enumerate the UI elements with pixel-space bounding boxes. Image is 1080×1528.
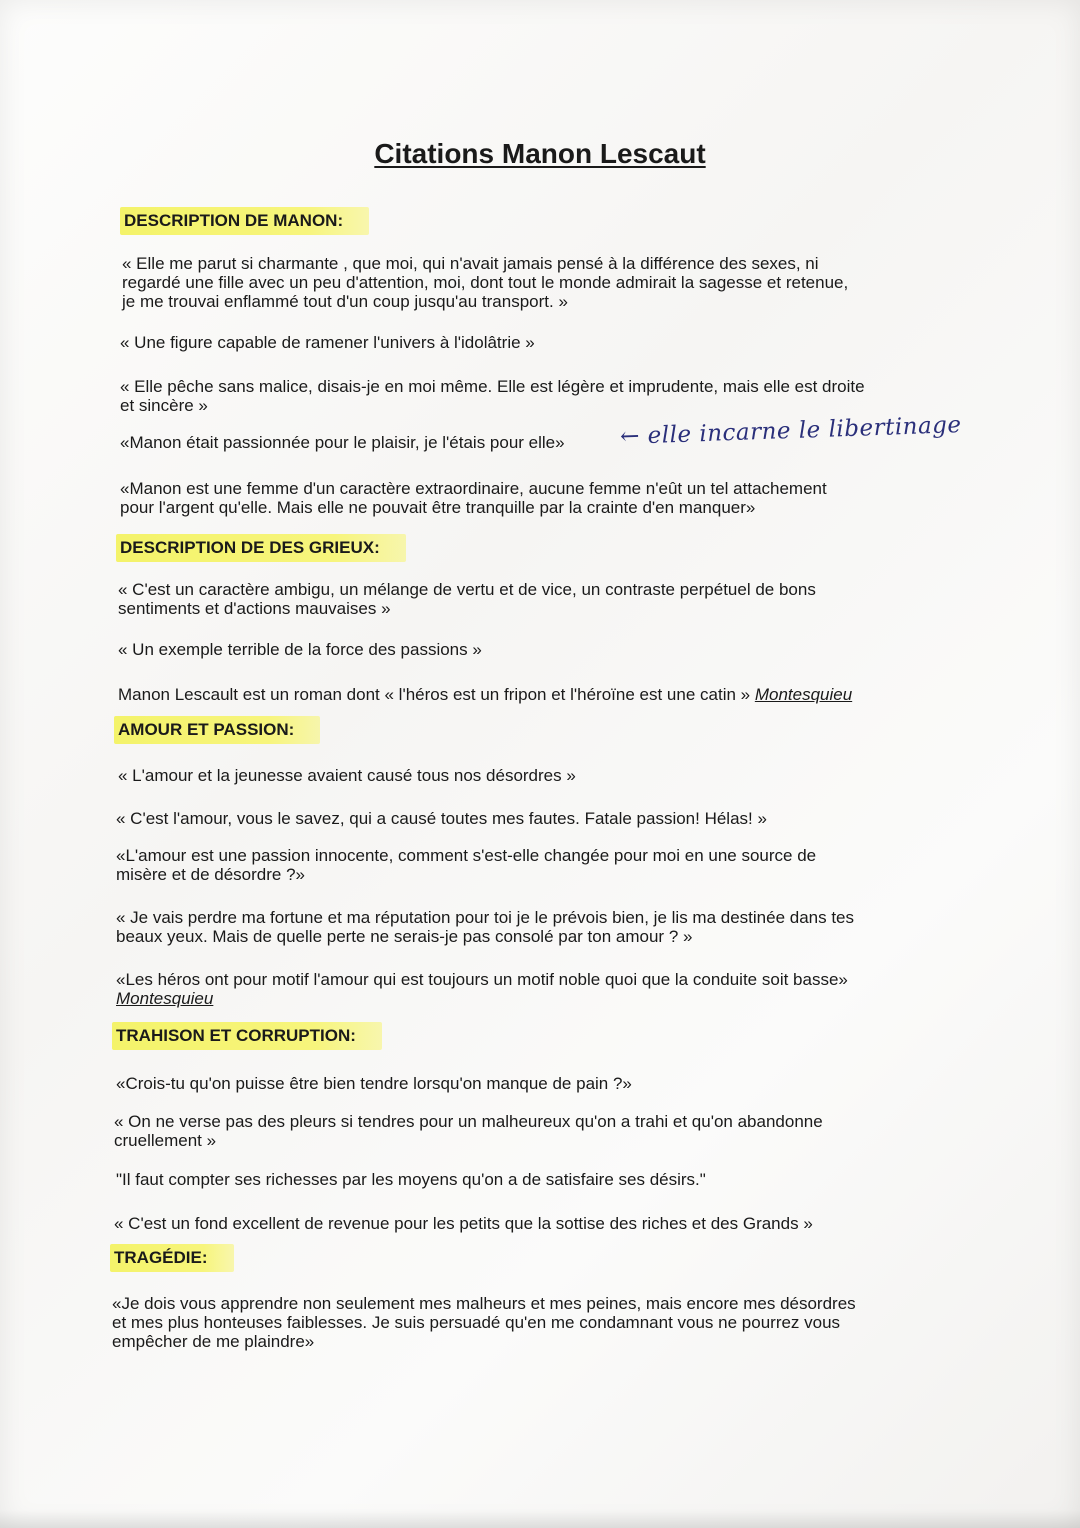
author-montesquieu-1: Montesquieu — [754, 685, 853, 704]
quote-manon-1: « Elle me parut si charmante , que moi, qui n'avait jamais pensé à la différence des sexes, ni regardé une fille avec un peu d'attention, moi, dont tout le monde admirait la sagesse et retenue, je me trouvai enflammé tout d'un coup jusqu'au transport. » — [122, 254, 849, 311]
quote-manon-2: « Une figure capable de ramener l'univers à l'idolâtrie » — [120, 333, 535, 352]
quote-amour-5 — [116, 970, 976, 1008]
quote-trahison-3: "Il faut compter ses richesses par les moyens qu'on a de satisfaire ses désirs." — [116, 1170, 706, 1189]
page-edge-shadow — [0, 1510, 1080, 1528]
quote-grieux-3 — [118, 685, 978, 704]
quote-manon-4: «Manon était passionnée pour le plaisir, je l'étais pour elle» — [120, 433, 565, 452]
section-heading-grieux: DESCRIPTION DE DES GRIEUX: — [116, 534, 406, 562]
quote-manon-3: « Elle pêche sans malice, disais-je en moi même. Elle est légère et imprudente, mais elle est droite et sincère » — [120, 377, 865, 415]
quote-amour-5-text: «Les héros ont pour motif l'amour qui est toujours un motif noble quoi que la conduite soit basse» — [116, 970, 848, 989]
quote-amour-3: «L'amour est une passion innocente, comment s'est-elle changée pour moi en une source de misère et de désordre ?» — [116, 846, 817, 884]
quote-grieux-1: « C'est un caractère ambigu, un mélange de vertu et de vice, un contraste perpétuel de bons sentiments et d'actions mauvaises » — [118, 580, 816, 618]
quote-amour-2: « C'est l'amour, vous le savez, qui a causé toutes mes fautes. Fatale passion! Hélas! » — [116, 809, 767, 828]
author-montesquieu-2: Montesquieu — [116, 989, 214, 1008]
quote-tragedie-1: «Je dois vous apprendre non seulement mes malheurs et mes peines, mais encore mes désordres et mes plus honteuses faiblesses. Je suis persuadé qu'en me condamnant vous ne pourrez vous empêcher de me plaindre» — [112, 1294, 856, 1351]
handwritten-note: ← elle incarne le libertinage — [619, 412, 962, 450]
section-heading-trahison: TRAHISON ET CORRUPTION: — [112, 1022, 382, 1050]
quote-trahison-2: « On ne verse pas des pleurs si tendres pour un malheureux qu'on a trahi et qu'on abandonne cruellement » — [114, 1112, 823, 1150]
section-heading-amour: AMOUR ET PASSION: — [114, 716, 320, 744]
quote-amour-4: « Je vais perdre ma fortune et ma réputation pour toi je le prévois bien, je lis ma destinée dans tes beaux yeux. Mais de quelle perte ne serais-je pas consolé par ton amour ? » — [116, 908, 855, 946]
page-title: Citations Manon Lescaut — [374, 138, 706, 169]
quote-manon-5: «Manon est une femme d'un caractère extraordinaire, aucune femme n'eût un tel attachement pour l'argent qu'elle. Mais elle ne pouvait être tranquille par la crainte d'en manquer» — [120, 479, 827, 517]
quote-grieux-2: « Un exemple terrible de la force des passions » — [118, 640, 482, 659]
quote-trahison-4: « C'est un fond excellent de revenue pour les petits que la sottise des riches et des Grands » — [114, 1214, 813, 1233]
section-heading-manon: DESCRIPTION DE MANON: — [120, 207, 369, 235]
quote-grieux-3-text: Manon Lescault est un roman dont « l'héros est un fripon et l'héroïne est une catin » — [118, 685, 755, 704]
quote-trahison-1: «Crois-tu qu'on puisse être bien tendre lorsqu'on manque de pain ?» — [116, 1074, 632, 1093]
quote-amour-1: « L'amour et la jeunesse avaient causé tous nos désordres » — [118, 766, 576, 785]
section-heading-tragedie: TRAGÉDIE: — [110, 1244, 234, 1272]
